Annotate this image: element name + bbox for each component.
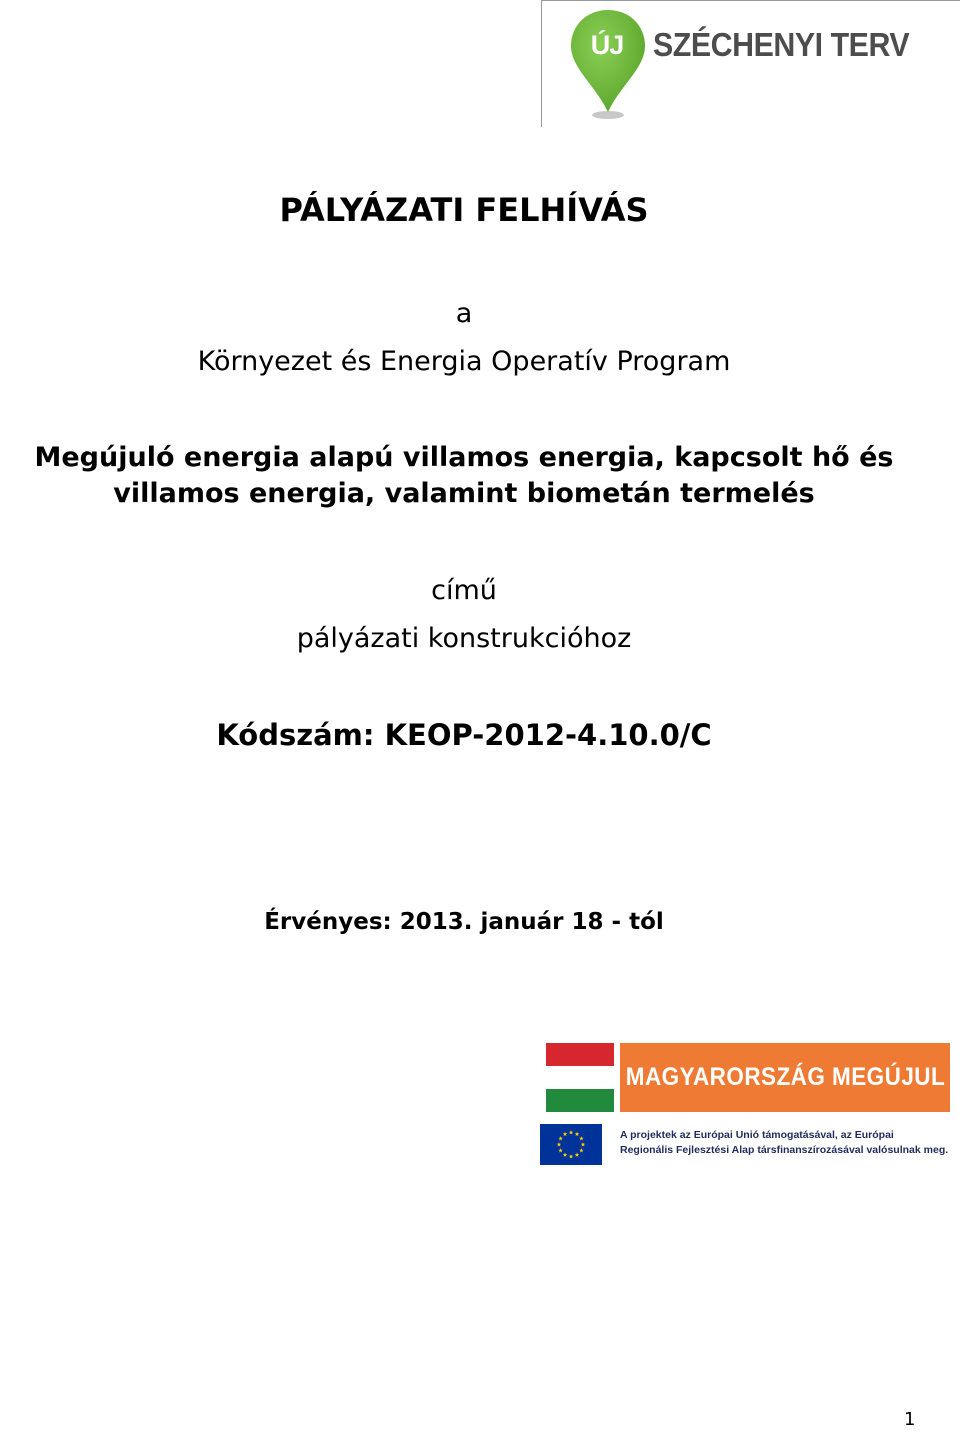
- eu-support-line-1: A projektek az Európai Unió támogatásával, az Európai: [620, 1129, 894, 1141]
- code-number: Kódszám: KEOP-2012-4.10.0/C: [216, 718, 712, 752]
- page-number: 1: [904, 1409, 916, 1430]
- validity-date: Érvényes: 2013. január 18 - tól: [264, 909, 664, 935]
- subject-line-1: Megújuló energia alapú villamos energia, kapcsolt hő és: [34, 442, 894, 473]
- subject-line-2: villamos energia, valamint biometán termelés: [113, 478, 815, 509]
- logo-frame-top: [541, 0, 960, 1]
- eu-support-text: [620, 1128, 960, 1158]
- eu-support-line-2: Regionális Fejlesztési Alap társfinanszírozásával valósulnak meg.: [620, 1144, 949, 1156]
- banner: [620, 1043, 950, 1112]
- map-pin-icon: [568, 8, 648, 120]
- document-title: PÁLYÁZATI FELHÍVÁS: [279, 191, 649, 229]
- magyarorszag-megujul-logo: [540, 1038, 958, 1166]
- hungarian-flag-icon: [546, 1043, 614, 1112]
- eu-flag-icon: [540, 1124, 602, 1165]
- connector-text: a: [455, 298, 473, 329]
- logo-brand-text: SZÉCHENYI TERV: [653, 26, 910, 63]
- logo-frame-left: [541, 0, 542, 127]
- banner-text: MAGYARORSZÁG MEGÚJUL: [625, 1063, 945, 1091]
- uj-szechenyi-terv-logo: [541, 0, 960, 127]
- subject-heading: [0, 440, 928, 512]
- titled-text: című: [431, 575, 497, 606]
- logo-pin-text: ÚJ: [590, 30, 624, 60]
- program-name: Környezet és Energia Operatív Program: [197, 346, 731, 377]
- construction-text: pályázati konstrukcióhoz: [296, 623, 632, 654]
